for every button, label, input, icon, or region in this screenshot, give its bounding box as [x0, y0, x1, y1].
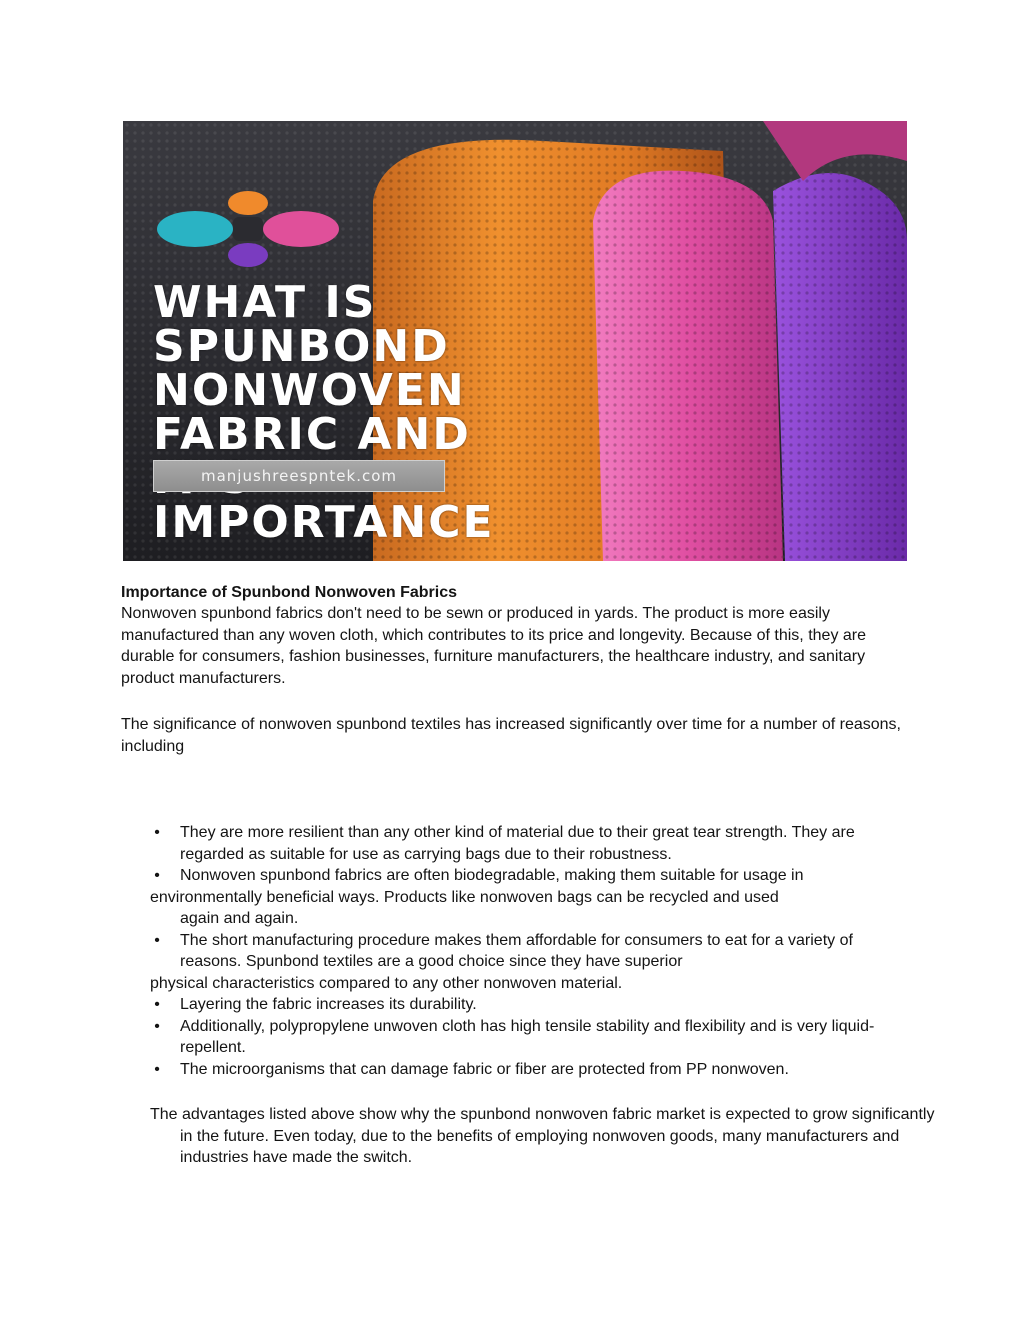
list-item-text: Layering the fabric increases its durability.	[180, 996, 477, 1013]
list-item-text: The short manufacturing procedure makes them affordable for consumers to eat for a variety of reasons. Spunbond textiles are a good choice since they have superior	[180, 931, 853, 970]
list-item	[150, 994, 910, 1016]
list-item	[150, 865, 910, 930]
list-item-text: environmentally beneficial ways. Products like nonwoven bags can be recycled and used	[150, 888, 779, 906]
banner-url-badge: manjushreespntek.com	[153, 460, 445, 492]
list-item-text: physical characteristics compared to any other nonwoven material.	[150, 974, 623, 992]
bullet-icon: •	[154, 824, 160, 841]
list-item-text: They are more resilient than any other kind of material due to their great tear strength. They are regarded as suitable for use as carrying bags due to their robustness.	[180, 824, 855, 863]
closing-paragraph: The advantages listed above show why the spunbond nonwoven fabric market is expected to grow significantly in the future. Even today, due to the benefits of employing nonwoven goods, many manufacturers and industries have made the switch.	[150, 1106, 935, 1166]
list-item-text: again and again.	[180, 910, 299, 927]
reasons-list	[150, 822, 910, 1080]
list-item-text: Additionally, polypropylene unwoven cloth has high tensile stability and flexibility and is very liquid-repellent.	[180, 1017, 875, 1056]
banner-title: WHAT IS SPUNBOND NONWOVEN FABRIC AND IMPORTANCE	[153, 277, 495, 548]
bullet-icon: •	[154, 1017, 160, 1035]
list-item	[150, 1059, 910, 1081]
article-heading: Importance of Spunbond Nonwoven Fabrics	[121, 584, 458, 601]
list-item	[150, 930, 910, 995]
list-item	[150, 1016, 910, 1059]
list-item-text: The microorganisms that can damage fabric or fiber are protected from PP nonwoven.	[180, 1060, 789, 1078]
list-item	[150, 822, 910, 865]
bullet-icon: •	[154, 996, 160, 1013]
intro-paragraph: Nonwoven spunbond fabrics don't need to be sewn or produced in yards. The product is more easily manufactured than any woven cloth, which contributes to its price and longevity. Because of this, they are durable for consumers, fashion businesses, furniture manufacturers, the healthcare industry, and sanitary product manufacturers.	[121, 605, 867, 687]
bullet-icon: •	[154, 1060, 160, 1078]
list-item-text: Nonwoven spunbond fabrics are often biodegradable, making them suitable for usage in	[180, 867, 804, 884]
bullet-icon: •	[154, 931, 160, 949]
hero-banner-image	[123, 121, 907, 561]
bullet-icon: •	[154, 867, 160, 884]
significance-paragraph: The significance of nonwoven spunbond textiles has increased significantly over time for a number of reasons, including	[121, 716, 901, 755]
